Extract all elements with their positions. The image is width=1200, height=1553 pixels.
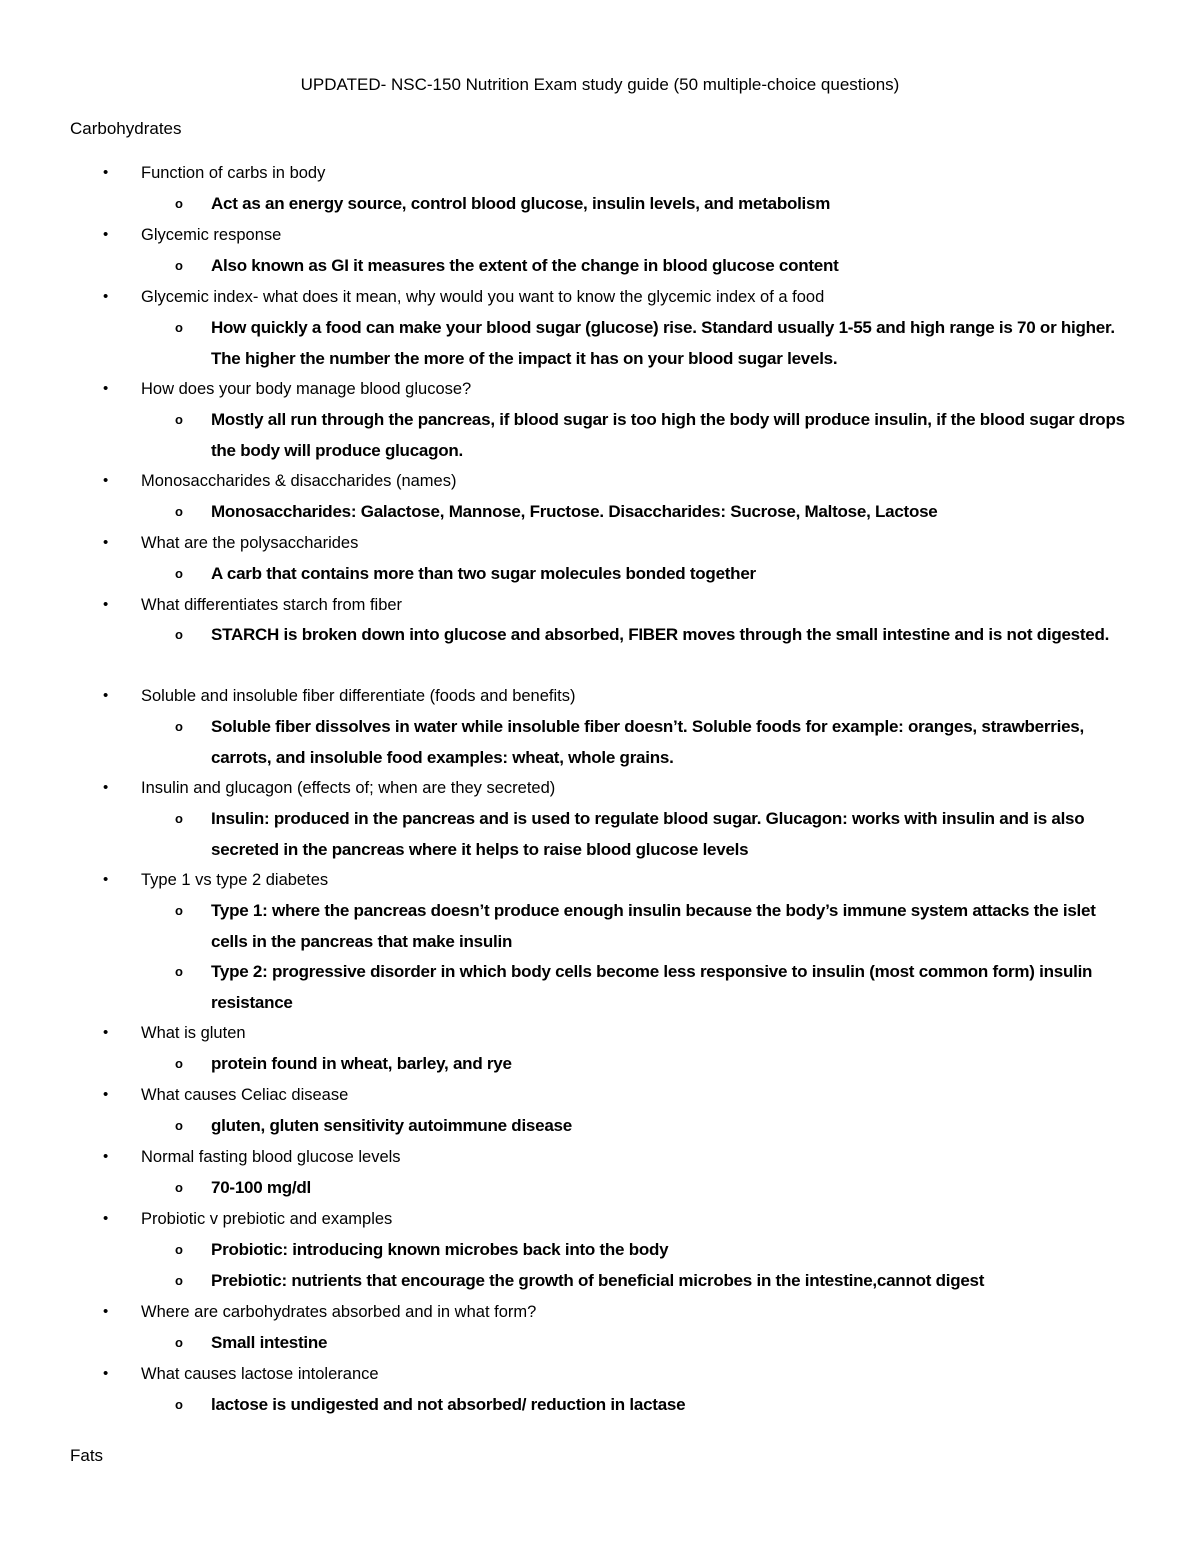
question-item [103, 684, 1141, 708]
question-text: What is gluten [141, 1024, 246, 1042]
answer-item [175, 1172, 1131, 1203]
answer-item [175, 558, 1131, 589]
bullet-icon: • [103, 380, 109, 397]
sub-bullet-icon: o [175, 1056, 183, 1071]
question-item [103, 1300, 1141, 1324]
question-text: Probiotic v prebiotic and examples [141, 1210, 393, 1228]
sub-bullet-icon: o [175, 258, 183, 273]
question-item [103, 1362, 1141, 1386]
question-item [103, 868, 1141, 892]
bullet-icon: • [103, 164, 109, 181]
question-item [103, 469, 1141, 493]
answer-text: A carb that contains more than two sugar molecules bonded together [211, 564, 756, 583]
bullet-icon: • [103, 1024, 109, 1041]
sub-bullet-icon: o [175, 811, 183, 826]
answer-text: Act as an energy source, control blood glucose, insulin levels, and metabolism [211, 194, 831, 213]
bullet-icon: • [103, 779, 109, 796]
question-text: Glycemic response [141, 226, 282, 244]
answer-item [175, 250, 1131, 281]
answer-item [175, 1389, 1131, 1420]
answer-item [175, 1048, 1131, 1079]
sub-bullet-icon: o [175, 566, 183, 581]
bullet-icon: • [103, 534, 109, 551]
question-text: Monosaccharides & disaccharides (names) [141, 472, 457, 490]
sub-bullet-icon: o [175, 412, 183, 427]
bullet-icon: • [103, 1303, 109, 1320]
question-item [103, 1083, 1141, 1107]
answer-item [175, 1234, 1131, 1265]
bullet-icon: • [103, 226, 109, 243]
answer-item [175, 619, 1131, 650]
sub-bullet-icon: o [175, 903, 183, 918]
answer-text: Type 1: where the pancreas doesn’t produce enough insulin because the body’s immune system attacks the islet cells in the pancreas that make insulin [211, 901, 1096, 951]
answer-item [175, 803, 1131, 865]
section-heading-fats: Fats [70, 1446, 104, 1465]
question-item [103, 1145, 1141, 1169]
page-title: UPDATED- NSC-150 Nutrition Exam study guide (50 multiple-choice questions) [300, 75, 900, 94]
question-text: How does your body manage blood glucose? [141, 380, 472, 398]
answer-text: lactose is undigested and not absorbed/ reduction in lactase [211, 1395, 686, 1414]
bullet-icon: • [103, 596, 109, 613]
question-item [103, 161, 1141, 185]
sub-bullet-icon: o [175, 627, 183, 642]
answer-text: Type 2: progressive disorder in which body cells become less responsive to insulin (most common form) insulin resistance [211, 962, 1093, 1012]
question-text: What differentiates starch from fiber [141, 596, 403, 614]
answer-item [175, 1265, 1131, 1296]
answer-text: Also known as GI it measures the extent of the change in blood glucose content [211, 256, 839, 275]
question-item [103, 776, 1141, 800]
sub-bullet-icon: o [175, 320, 183, 335]
question-item [103, 593, 1141, 617]
answer-item [175, 1327, 1131, 1358]
bullet-icon: • [103, 1086, 109, 1103]
question-item [103, 285, 1141, 309]
answer-text: Small intestine [211, 1333, 328, 1352]
answer-item [175, 496, 1131, 527]
question-text: Function of carbs in body [141, 164, 326, 182]
sub-bullet-icon: o [175, 964, 183, 979]
answer-text: Probiotic: introducing known microbes back into the body [211, 1240, 669, 1259]
answer-item [175, 312, 1131, 374]
question-text: Normal fasting blood glucose levels [141, 1148, 401, 1166]
bullet-icon: • [103, 687, 109, 704]
sub-bullet-icon: o [175, 504, 183, 519]
section-heading-carbohydrates: Carbohydrates [70, 119, 182, 138]
bullet-icon: • [103, 1210, 109, 1227]
question-item [103, 223, 1141, 247]
answer-text: Insulin: produced in the pancreas and is used to regulate blood sugar. Glucagon: works with insulin and is also secreted in the pancreas where it helps to raise blood glucose levels [211, 809, 1085, 859]
question-item [103, 1207, 1141, 1231]
question-item [103, 531, 1141, 555]
answer-text: 70-100 mg/dl [211, 1178, 311, 1197]
question-text: Type 1 vs type 2 diabetes [141, 871, 329, 889]
question-item [103, 377, 1141, 401]
question-text: What are the polysaccharides [141, 534, 359, 552]
sub-bullet-icon: o [175, 1335, 183, 1350]
sub-bullet-icon: o [175, 1273, 183, 1288]
question-item [103, 1021, 1141, 1045]
answer-text: Prebiotic: nutrients that encourage the growth of beneficial microbes in the intestine,cannot digest [211, 1271, 985, 1290]
answer-text: Soluble fiber dissolves in water while insoluble fiber doesn’t. Soluble foods for example: oranges, strawberries, carrots, and insoluble food examples: wheat, whole grains. [211, 717, 1084, 767]
answer-item [175, 1110, 1131, 1141]
answer-text: gluten, gluten sensitivity autoimmune disease [211, 1116, 572, 1135]
bullet-icon: • [103, 1148, 109, 1165]
question-text: Glycemic index- what does it mean, why would you want to know the glycemic index of a food [141, 288, 825, 306]
bullet-icon: • [103, 1365, 109, 1382]
question-text: Insulin and glucagon (effects of; when are they secreted) [141, 779, 556, 797]
sub-bullet-icon: o [175, 196, 183, 211]
sub-bullet-icon: o [175, 1180, 183, 1195]
answer-item [175, 956, 1131, 1018]
answer-text: Mostly all run through the pancreas, if blood sugar is too high the body will produce insulin, if the blood sugar drops the body will produce glucagon. [211, 410, 1125, 460]
answer-item [175, 404, 1131, 466]
answer-item [175, 895, 1131, 957]
sub-bullet-icon: o [175, 1118, 183, 1133]
question-text: Where are carbohydrates absorbed and in what form? [141, 1303, 537, 1321]
question-text: What causes lactose intolerance [141, 1365, 379, 1383]
answer-text: How quickly a food can make your blood sugar (glucose) rise. Standard usually 1-55 and high range is 70 or higher. The higher the number the more of the impact it has on your blood sugar levels. [211, 318, 1115, 368]
sub-bullet-icon: o [175, 1242, 183, 1257]
answer-text: STARCH is broken down into glucose and absorbed, FIBER moves through the small intestine and is not digested. [211, 625, 1110, 644]
bullet-icon: • [103, 871, 109, 888]
question-text: Soluble and insoluble fiber differentiate (foods and benefits) [141, 687, 576, 705]
answer-item [175, 188, 1131, 219]
answer-text: protein found in wheat, barley, and rye [211, 1054, 512, 1073]
bullet-icon: • [103, 472, 109, 489]
sub-bullet-icon: o [175, 719, 183, 734]
sub-bullet-icon: o [175, 1397, 183, 1412]
bullet-icon: • [103, 288, 109, 305]
question-text: What causes Celiac disease [141, 1086, 349, 1104]
answer-text: Monosaccharides: Galactose, Mannose, Fructose. Disaccharides: Sucrose, Maltose, Lactose [211, 502, 938, 521]
answer-item [175, 711, 1131, 773]
